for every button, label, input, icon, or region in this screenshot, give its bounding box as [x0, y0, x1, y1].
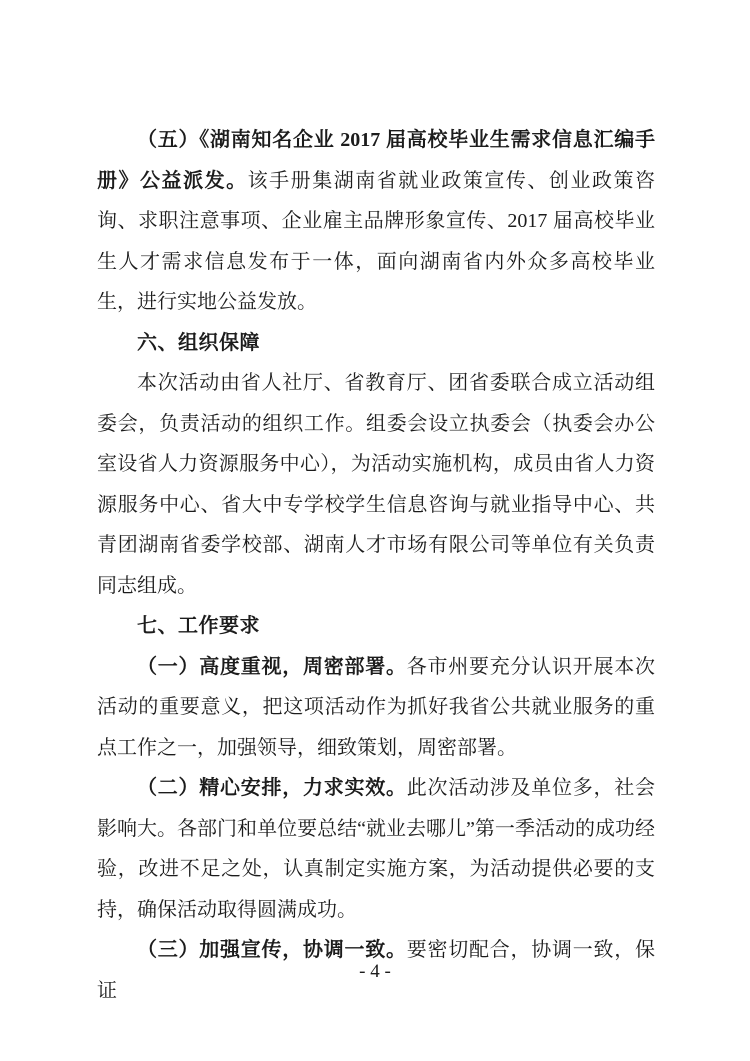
paragraph-text: 此次活动涉及单位多，社会影响大。各部门和单位要总结“就业去哪儿”第一季活动的成功经验，改进不足之处，认真制定实施方案，为活动提供必要的支持，确保活动取得圆满成功。	[97, 777, 655, 921]
paragraph-requirement-2	[97, 768, 655, 930]
document-body	[97, 120, 655, 1011]
page-footer	[0, 958, 750, 986]
page-number: - 4 -	[359, 961, 391, 982]
paragraph-text: 本次活动由省人社厅、省教育厅、团省委联合成立活动组委会，负责活动的组织工作。组委会设立执委会（执委会办公室设省人力资源服务中心），为活动实施机构，成员由省人力资源服务中心、省大中专学校学生信息咨询与就业指导中心、共青团湖南省委学校部、湖南人才市场有限公司等单位有关负责同志组成。	[97, 372, 655, 597]
paragraph-text: 要密切配合，协调一致，保证	[97, 939, 655, 1002]
paragraph-item-5	[97, 120, 655, 323]
paragraph-lead: （五）《湖南知名企业 2017 届高校毕业生需求信息汇编手册》公益派发。	[97, 129, 655, 192]
section-heading-7: 七、工作要求	[137, 615, 260, 637]
paragraph-requirement-1	[97, 647, 655, 769]
paragraph-lead: （二）精心安排，力求实效。	[137, 777, 407, 799]
paragraph-lead: （一）高度重视，周密部署。	[137, 655, 407, 678]
section-heading-6: 六、组织保障	[137, 331, 260, 354]
paragraph-text: 各市州要充分认识开展本次活动的重要意义，把这项活动作为抓好我省公共就业服务的重点工作之一，加强领导，细致策划，周密部署。	[97, 655, 655, 759]
paragraph-lead: （三）加强宣传，协调一致。	[137, 939, 407, 961]
paragraph-text: 该手册集湖南省就业政策宣传、创业政策咨询、求职注意事项、企业雇主品牌形象宣传、2017 届高校毕业生人才需求信息发布于一体，面向湖南省内外众多高校毕业生，进行实地公益发放。	[97, 169, 656, 313]
paragraph-organization	[97, 363, 655, 606]
